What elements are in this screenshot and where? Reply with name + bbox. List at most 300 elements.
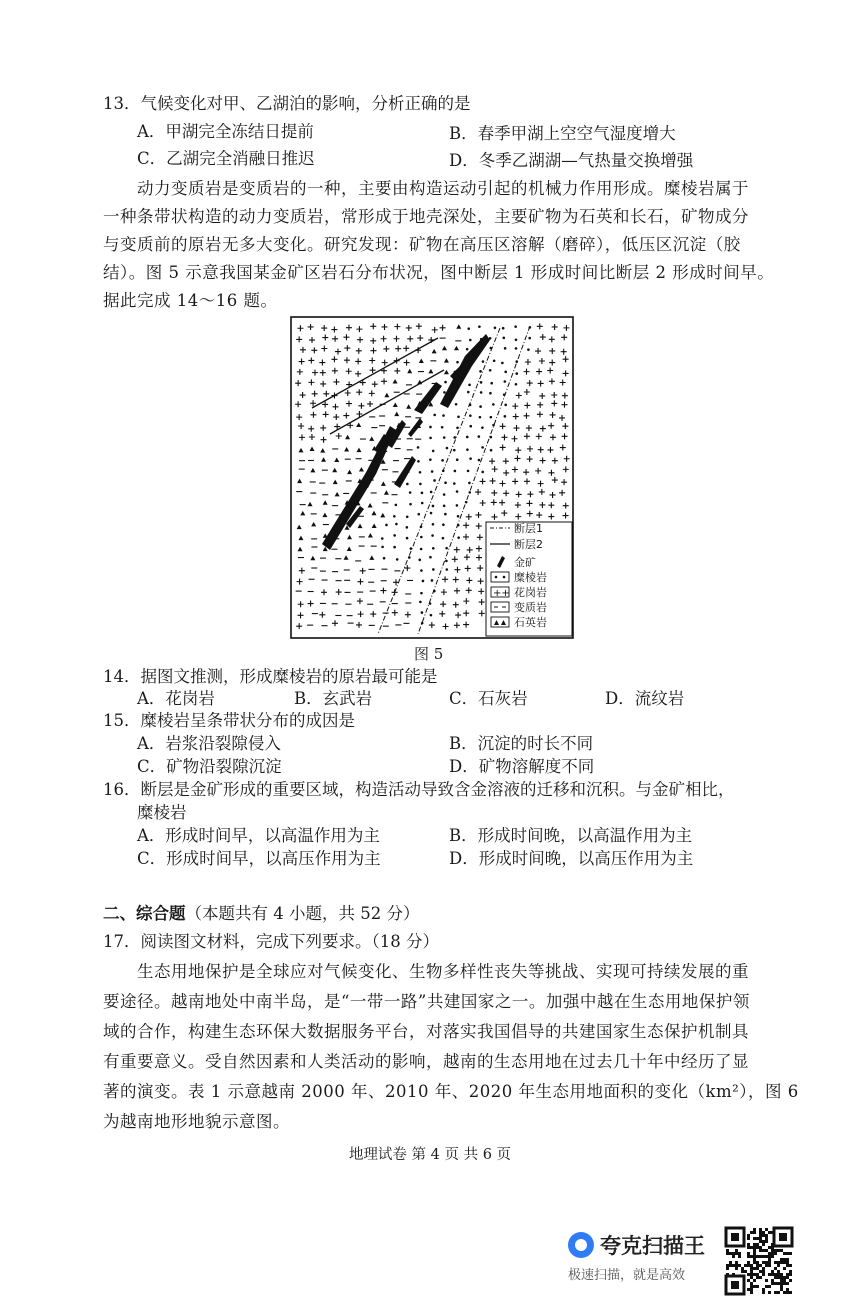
material-line-5: 据此完成 14～16 题。 bbox=[103, 291, 278, 310]
qr-cell bbox=[756, 1261, 759, 1264]
legend-quartzite: 石英岩 bbox=[514, 616, 547, 629]
mylonite-symbol bbox=[489, 392, 492, 395]
qr-cell bbox=[774, 1282, 777, 1285]
qr-cell bbox=[732, 1264, 735, 1267]
qr-cell bbox=[762, 1231, 765, 1234]
mylonite-symbol bbox=[466, 448, 469, 451]
qr-cell bbox=[765, 1228, 768, 1231]
qr-cell bbox=[765, 1255, 768, 1258]
mylonite-symbol bbox=[480, 391, 483, 394]
qr-cell bbox=[783, 1279, 786, 1282]
mylonite-symbol bbox=[406, 526, 409, 529]
qr-cell bbox=[762, 1234, 765, 1237]
q14-stem: 14．据图文推测，形成糜棱岩的原岩最可能是 bbox=[103, 667, 438, 686]
qr-cell bbox=[726, 1264, 729, 1267]
section-2-title: 二、综合题 bbox=[103, 904, 186, 923]
mylonite-dots-icon bbox=[491, 572, 509, 582]
qr-cell bbox=[747, 1234, 750, 1237]
mylonite-symbol bbox=[444, 381, 447, 384]
qr-cell bbox=[786, 1282, 789, 1285]
mylonite-symbol bbox=[419, 471, 422, 474]
qr-cell bbox=[777, 1291, 780, 1294]
qr-cell bbox=[786, 1291, 789, 1294]
mylonite-symbol bbox=[381, 546, 384, 549]
qr-cell bbox=[750, 1288, 753, 1291]
qr-cell bbox=[777, 1261, 780, 1264]
qr-cell bbox=[786, 1276, 789, 1279]
legend-mylonite: 糜棱岩 bbox=[514, 571, 547, 584]
q16-stem: 16．断层是金矿形成的重要区域，构造活动导致含金溶液的迁移和沉积。与金矿相比， bbox=[103, 780, 735, 799]
mylonite-symbol bbox=[443, 436, 446, 439]
qr-cell bbox=[750, 1264, 753, 1267]
mylonite-symbol bbox=[468, 482, 471, 485]
q17-material-line-6: 为越南地形地貌示意图。 bbox=[103, 1112, 290, 1131]
qr-cell bbox=[774, 1273, 777, 1276]
mylonite-symbol bbox=[432, 568, 435, 571]
mylonite-symbol bbox=[406, 515, 409, 518]
qr-cell bbox=[753, 1273, 756, 1276]
qr-cell bbox=[768, 1258, 771, 1261]
mylonite-symbol bbox=[395, 504, 398, 507]
mylonite-symbol bbox=[456, 361, 459, 364]
qr-cell bbox=[768, 1261, 771, 1264]
qr-cell bbox=[783, 1267, 786, 1270]
mylonite-symbol bbox=[467, 391, 470, 394]
qr-cell bbox=[786, 1288, 789, 1291]
mylonite-symbol bbox=[430, 614, 433, 617]
mylonite-symbol bbox=[431, 470, 434, 473]
mylonite-symbol bbox=[430, 512, 433, 515]
mylonite-symbol bbox=[455, 403, 458, 406]
mylonite-symbol bbox=[515, 383, 518, 386]
qr-cell bbox=[786, 1264, 789, 1267]
mylonite-symbol bbox=[479, 370, 482, 373]
q15-option-a: A．岩浆沿裂隙侵入 bbox=[137, 734, 281, 753]
qr-cell bbox=[732, 1252, 735, 1255]
qr-cell bbox=[765, 1261, 768, 1264]
qr-cell bbox=[750, 1270, 753, 1273]
mylonite-symbol bbox=[478, 435, 481, 438]
qr-cell bbox=[753, 1228, 756, 1231]
qr-cell bbox=[762, 1240, 765, 1243]
mylonite-symbol bbox=[494, 326, 497, 329]
qr-cell bbox=[765, 1264, 768, 1267]
mylonite-symbol bbox=[420, 548, 423, 551]
mylonite-symbol bbox=[443, 493, 446, 496]
qr-cell bbox=[735, 1261, 738, 1264]
mylonite-symbol bbox=[445, 547, 448, 550]
quartzite-triangle-icon bbox=[491, 617, 509, 627]
qr-cell bbox=[747, 1273, 750, 1276]
qr-code-icon bbox=[724, 1226, 794, 1296]
q16-stem-cont: 糜棱岩 bbox=[137, 803, 187, 822]
qr-cell bbox=[738, 1255, 741, 1258]
qr-cell bbox=[735, 1252, 738, 1255]
section-2-heading bbox=[103, 903, 419, 925]
mylonite-symbol bbox=[527, 348, 530, 351]
qr-cell bbox=[762, 1267, 765, 1270]
qr-cell bbox=[747, 1237, 750, 1240]
qr-cell bbox=[777, 1270, 780, 1273]
qr-cell bbox=[780, 1288, 783, 1291]
qr-cell bbox=[780, 1279, 783, 1282]
mylonite-symbol bbox=[446, 447, 449, 450]
mylonite-symbol bbox=[420, 569, 423, 572]
qr-cell bbox=[783, 1291, 786, 1294]
mylonite-symbol bbox=[467, 327, 470, 330]
qr-cell bbox=[774, 1249, 777, 1252]
qr-cell bbox=[750, 1291, 753, 1294]
qr-cell bbox=[744, 1264, 747, 1267]
material-line-3: 与变质前的原岩无多大变化。研究发现：矿物在高压区溶解（磨碎），低压区沉淀（胶 bbox=[103, 235, 741, 254]
mylonite-symbol bbox=[421, 502, 424, 505]
mylonite-symbol bbox=[441, 459, 444, 462]
figure-5-rock-map bbox=[290, 316, 574, 639]
qr-cell bbox=[771, 1255, 774, 1258]
qr-cell bbox=[771, 1249, 774, 1252]
qr-cell bbox=[756, 1264, 759, 1267]
mylonite-symbol bbox=[417, 460, 420, 463]
mylonite-symbol bbox=[442, 414, 445, 417]
qr-cell bbox=[762, 1261, 765, 1264]
qr-cell bbox=[753, 1258, 756, 1261]
mylonite-symbol bbox=[433, 414, 436, 417]
mylonite-symbol bbox=[504, 404, 507, 407]
mylonite-symbol bbox=[467, 470, 470, 473]
qr-cell bbox=[756, 1243, 759, 1246]
qr-cell bbox=[771, 1279, 774, 1282]
qr-cell bbox=[789, 1252, 792, 1255]
mylonite-symbol bbox=[420, 592, 423, 595]
qr-cell bbox=[768, 1291, 771, 1294]
mylonite-symbol bbox=[442, 537, 445, 540]
qr-cell bbox=[756, 1273, 759, 1276]
qr-cell bbox=[759, 1237, 762, 1240]
mylonite-symbol bbox=[466, 436, 469, 439]
mylonite-symbol bbox=[441, 426, 444, 429]
q17-stem: 17．阅读图文材料，完成下列要求。（18 分） bbox=[103, 932, 439, 951]
qr-cell bbox=[789, 1264, 792, 1267]
page-footer: 地理试卷 第 4 页 共 6 页 bbox=[348, 1147, 512, 1163]
mylonite-symbol bbox=[454, 470, 457, 473]
q17-material-line-4: 有重要意义。受自然因素和人类活动的影响，越南的生态用地在过去几十年中经历了显 bbox=[103, 1052, 749, 1071]
quark-logo-icon bbox=[568, 1232, 594, 1258]
mylonite-symbol bbox=[431, 534, 434, 537]
mylonite-symbol bbox=[419, 483, 422, 486]
mylonite-symbol bbox=[432, 450, 435, 453]
mylonite-symbol bbox=[393, 534, 396, 537]
mylonite-symbol bbox=[457, 536, 460, 539]
q15-option-d: D．矿物溶解度不同 bbox=[449, 757, 595, 776]
mylonite-symbol bbox=[490, 416, 493, 419]
mylonite-symbol bbox=[419, 601, 422, 604]
mylonite-symbol bbox=[501, 362, 504, 365]
scanner-brand bbox=[568, 1228, 716, 1288]
brand-tagline: 极速扫描，就是高效 bbox=[568, 1268, 686, 1283]
qr-cell bbox=[735, 1264, 738, 1267]
mylonite-symbol bbox=[429, 426, 432, 429]
qr-cell bbox=[768, 1264, 771, 1267]
granite-plus-icon bbox=[491, 587, 510, 599]
legend-metamorphic: 变质岩 bbox=[514, 601, 547, 614]
mylonite-symbol bbox=[429, 458, 432, 461]
svg-text:++: ++ bbox=[493, 588, 510, 599]
mylonite-symbol bbox=[406, 483, 409, 486]
legend-fault-2: 断层2 bbox=[514, 538, 543, 551]
q14-option-a: A．花岗岩 bbox=[137, 689, 215, 708]
qr-cell bbox=[750, 1282, 753, 1285]
mylonite-symbol bbox=[429, 437, 432, 440]
qr-cell bbox=[768, 1285, 771, 1288]
mylonite-symbol bbox=[395, 523, 398, 526]
q13-stem: 13．气候变化对甲、乙湖泊的影响，分析正确的是 bbox=[103, 94, 471, 113]
q16-option-b: B．形成时间晚，以高温作用为主 bbox=[449, 826, 693, 845]
mylonite-symbol bbox=[504, 380, 507, 383]
mylonite-symbol bbox=[480, 381, 483, 384]
q14-option-b: B．玄武岩 bbox=[294, 689, 373, 708]
mylonite-symbol bbox=[514, 325, 517, 328]
qr-cell bbox=[747, 1252, 750, 1255]
qr-cell bbox=[768, 1246, 771, 1249]
q16-option-c: C．形成时间早，以高压作用为主 bbox=[137, 849, 381, 868]
mylonite-symbol bbox=[393, 515, 396, 518]
mylonite-symbol bbox=[432, 523, 435, 526]
mylonite-symbol bbox=[481, 471, 484, 474]
qr-cell bbox=[762, 1255, 765, 1258]
mylonite-symbol bbox=[469, 414, 472, 417]
qr-cell bbox=[741, 1270, 744, 1273]
qr-cell bbox=[735, 1267, 738, 1270]
mylonite-symbol bbox=[442, 523, 445, 526]
qr-cell bbox=[759, 1264, 762, 1267]
qr-cell bbox=[729, 1252, 732, 1255]
mylonite-symbol bbox=[443, 505, 446, 508]
qr-cell bbox=[762, 1270, 765, 1273]
qr-cell bbox=[768, 1273, 771, 1276]
q15-stem: 15．糜棱岩呈条带状分布的成因是 bbox=[103, 711, 355, 730]
mylonite-symbol bbox=[478, 325, 481, 328]
qr-cell bbox=[783, 1258, 786, 1261]
qr-cell bbox=[780, 1282, 783, 1285]
mylonite-symbol bbox=[385, 524, 388, 527]
mylonite-symbol bbox=[502, 337, 505, 340]
mylonite-symbol bbox=[515, 347, 518, 350]
mylonite-symbol bbox=[432, 547, 435, 550]
mylonite-symbol bbox=[443, 391, 446, 394]
qr-cell bbox=[750, 1231, 753, 1234]
q17-material-line-3: 域的合作，构建生态环保大数据服务平台，对落实我国倡导的共建国家生态保护机制具 bbox=[103, 1022, 749, 1041]
qr-cell bbox=[747, 1255, 750, 1258]
qr-cell bbox=[750, 1276, 753, 1279]
qr-cell bbox=[786, 1273, 789, 1276]
mylonite-symbol bbox=[445, 560, 448, 563]
qr-cell bbox=[753, 1255, 756, 1258]
mylonite-symbol bbox=[417, 446, 420, 449]
qr-cell bbox=[765, 1240, 768, 1243]
qr-cell bbox=[786, 1252, 789, 1255]
mylonite-symbol bbox=[468, 384, 471, 387]
mylonite-symbol bbox=[528, 337, 531, 340]
mylonite-symbol bbox=[393, 546, 396, 549]
figure-legend bbox=[486, 521, 572, 636]
mylonite-symbol bbox=[492, 403, 495, 406]
figure-caption: 图 5 bbox=[414, 645, 444, 663]
qr-cell bbox=[771, 1270, 774, 1273]
qr-cell bbox=[759, 1240, 762, 1243]
q16-option-d: D．形成时间晚，以高压作用为主 bbox=[449, 849, 694, 868]
mylonite-symbol bbox=[453, 449, 456, 452]
mylonite-symbol bbox=[466, 348, 469, 351]
mylonite-symbol bbox=[433, 479, 436, 482]
qr-cell bbox=[786, 1258, 789, 1261]
qr-cell bbox=[756, 1276, 759, 1279]
q15-option-c: C．矿物沿裂隙沉淀 bbox=[137, 757, 282, 776]
qr-cell bbox=[741, 1267, 744, 1270]
qr-cell bbox=[747, 1288, 750, 1291]
material-line-2: 一种条带状构造的动力变质岩，常形成于地壳深处，主要矿物为石英和长石，矿物成分 bbox=[103, 207, 749, 226]
qr-cell bbox=[780, 1258, 783, 1261]
qr-cell bbox=[768, 1252, 771, 1255]
mylonite-symbol bbox=[504, 371, 507, 374]
qr-cell bbox=[768, 1255, 771, 1258]
qr-cell bbox=[762, 1249, 765, 1252]
qr-cell bbox=[765, 1249, 768, 1252]
qr-cell bbox=[729, 1261, 732, 1264]
mylonite-symbol bbox=[481, 426, 484, 429]
mylonite-symbol bbox=[453, 436, 456, 439]
qr-cell bbox=[753, 1246, 756, 1249]
qr-cell bbox=[765, 1237, 768, 1240]
qr-cell bbox=[744, 1270, 747, 1273]
qr-cell bbox=[726, 1267, 729, 1270]
mylonite-symbol bbox=[469, 457, 472, 460]
qr-cell bbox=[753, 1231, 756, 1234]
qr-cell bbox=[780, 1249, 783, 1252]
mylonite-symbol bbox=[430, 491, 433, 494]
qr-cell bbox=[780, 1261, 783, 1264]
qr-cell bbox=[789, 1279, 792, 1282]
qr-cell bbox=[777, 1273, 780, 1276]
qr-cell bbox=[738, 1264, 741, 1267]
qr-cell bbox=[759, 1276, 762, 1279]
qr-cell bbox=[762, 1273, 765, 1276]
q13-option-b: B．春季甲湖上空空气湿度增大 bbox=[449, 124, 676, 143]
qr-cell bbox=[762, 1291, 765, 1294]
mylonite-symbol bbox=[504, 415, 507, 418]
mylonite-symbol bbox=[409, 503, 412, 506]
qr-cell bbox=[753, 1285, 756, 1288]
q13-option-d: D．冬季乙湖湖—气热量交换增强 bbox=[449, 151, 694, 170]
qr-cell bbox=[774, 1276, 777, 1279]
qr-cell bbox=[774, 1291, 777, 1294]
qr-cell bbox=[759, 1270, 762, 1273]
qr-cell bbox=[747, 1279, 750, 1282]
material-line-4: 结）。图 5 示意我国某金矿区岩石分布状况，图中断层 1 形成时间比断层 2 形成时间早。 bbox=[103, 263, 775, 282]
mylonite-symbol bbox=[515, 372, 518, 375]
qr-cell bbox=[750, 1273, 753, 1276]
q14-option-c: C．石灰岩 bbox=[449, 689, 528, 708]
mylonite-symbol bbox=[482, 360, 485, 363]
qr-cell bbox=[747, 1243, 750, 1246]
mylonite-symbol bbox=[409, 491, 412, 494]
mylonite-symbol bbox=[396, 558, 399, 561]
mylonite-symbol bbox=[504, 347, 507, 350]
qr-cell bbox=[789, 1273, 792, 1276]
mylonite-symbol bbox=[417, 513, 420, 516]
qr-cell bbox=[789, 1291, 792, 1294]
qr-cell bbox=[774, 1252, 777, 1255]
mylonite-symbol bbox=[479, 405, 482, 408]
qr-cell bbox=[750, 1246, 753, 1249]
mylonite-symbol bbox=[493, 359, 496, 362]
mylonite-symbol bbox=[478, 459, 481, 462]
q16-option-a: A．形成时间早，以高温作用为主 bbox=[137, 826, 380, 845]
mylonite-symbol bbox=[490, 382, 493, 385]
qr-cell bbox=[771, 1273, 774, 1276]
qr-cell bbox=[729, 1264, 732, 1267]
mylonite-symbol bbox=[422, 580, 425, 583]
qr-cell bbox=[747, 1246, 750, 1249]
qr-cell bbox=[753, 1249, 756, 1252]
mylonite-symbol bbox=[381, 537, 384, 540]
mylonite-symbol bbox=[421, 611, 424, 614]
mylonite-symbol bbox=[445, 568, 448, 571]
q17-material-line-5: 著的演变。表 1 示意越南 2000 年、2010 年、2020 年生态用地面积的变化（km²），图 6 bbox=[103, 1082, 799, 1101]
qr-cell bbox=[759, 1231, 762, 1234]
mylonite-symbol bbox=[420, 536, 423, 539]
qr-cell bbox=[786, 1261, 789, 1264]
qr-cell bbox=[750, 1255, 753, 1258]
qr-cell bbox=[777, 1264, 780, 1267]
qr-cell bbox=[777, 1249, 780, 1252]
qr-cell bbox=[753, 1237, 756, 1240]
qr-cell bbox=[771, 1252, 774, 1255]
qr-cell bbox=[732, 1255, 735, 1258]
qr-cell bbox=[747, 1264, 750, 1267]
qr-cell bbox=[783, 1261, 786, 1264]
mylonite-symbol bbox=[502, 327, 505, 330]
legend-gold-ore: 金矿 bbox=[514, 556, 536, 569]
legend-fault-1: 断层1 bbox=[514, 522, 543, 535]
mylonite-symbol bbox=[444, 481, 447, 484]
qr-cell bbox=[765, 1234, 768, 1237]
qr-cell bbox=[759, 1249, 762, 1252]
qr-cell bbox=[759, 1228, 762, 1231]
q13-option-c: C．乙湖完全消融日推迟 bbox=[137, 149, 315, 168]
qr-cell bbox=[756, 1255, 759, 1258]
mylonite-symbol bbox=[469, 425, 472, 428]
qr-cell bbox=[771, 1282, 774, 1285]
qr-cell bbox=[753, 1243, 756, 1246]
qr-cell bbox=[759, 1234, 762, 1237]
qr-cell bbox=[783, 1276, 786, 1279]
mylonite-symbol bbox=[468, 491, 471, 494]
qr-cell bbox=[759, 1246, 762, 1249]
section-2-note: （本题共有 4 小题，共 52 分） bbox=[185, 904, 420, 923]
mylonite-symbol bbox=[481, 446, 484, 449]
mylonite-symbol bbox=[406, 537, 409, 540]
q17-material-line-2: 要途径。越南地处中南半岛，是“一带一路”共建国家之一。加强中越在生态用地保护领 bbox=[103, 992, 750, 1011]
qr-cell bbox=[777, 1276, 780, 1279]
q17-material-line-1: 生态用地保护是全球应对气候变化、生物多样性丧失等挑战、实现可持续发展的重 bbox=[137, 962, 749, 981]
mylonite-symbol bbox=[431, 579, 434, 582]
qr-cell bbox=[726, 1252, 729, 1255]
qr-cell bbox=[756, 1246, 759, 1249]
qr-cell bbox=[768, 1231, 771, 1234]
qr-cell bbox=[753, 1261, 756, 1264]
qr-cell bbox=[750, 1285, 753, 1288]
mylonite-symbol bbox=[453, 482, 456, 485]
